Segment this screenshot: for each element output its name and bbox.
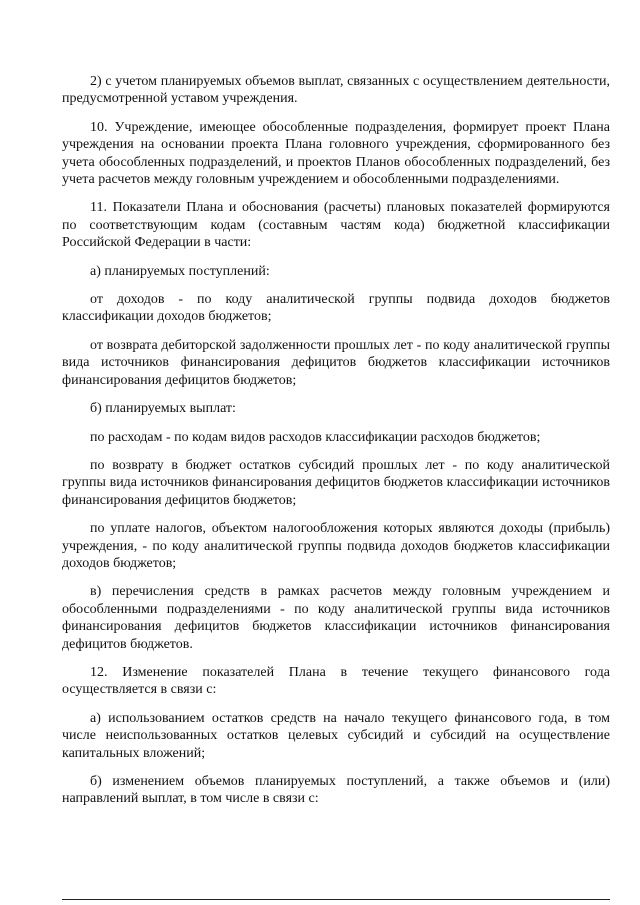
paragraph-9: по возврату в бюджет остатков субсидий прошлых лет - по коду аналитической группы вида источников финансирования дефицитов бюджетов классификации источников финансирования дефицитов бюджетов; xyxy=(62,457,610,508)
paragraph-5: от доходов - по коду аналитической группы подвида доходов бюджетов классификации доходов бюджетов; xyxy=(62,292,610,325)
paragraph-14: б) изменением объемов планируемых поступлений, а также объемов и (или) направлений выплат, в том числе в связи с: xyxy=(62,774,610,807)
paragraph-4: а) планируемых поступлений: xyxy=(90,263,270,279)
paragraph-10: по уплате налогов, объектом налогообложения которых являются доходы (прибыль) учреждения, - по коду аналитической группы подвида доходов бюджетов классификации доходов бюджетов; xyxy=(62,521,610,571)
paragraph-7: б) планируемых выплат: xyxy=(90,401,236,417)
paragraph-6: от возврата дебиторской задолженности прошлых лет - по коду аналитической группы вида источников финансирования дефицитов бюджетов классификации источников финансирования дефицитов бюджетов; xyxy=(62,337,610,388)
paragraph-13: а) использованием остатков средств на начало текущего финансового года, в том числе неиспользованных остатков целевых субсидий и субсидий на осуществление капитальных вложений; xyxy=(62,710,610,761)
footer-divider xyxy=(62,899,610,900)
paragraph-11: в) перечисления средств в рамках расчетов между головным учреждением и обособленными подразделениями - по коду аналитической группы вида источников финансирования дефицитов бюджетов классификации источников финансирования дефицитов бюджетов. xyxy=(62,584,610,652)
paragraph-2: 10. Учреждение, имеющее обособленные подразделения, формирует проект Плана учреждения на основании проекта Плана головного учреждения, сформированного без учета обособленных подразделений, и проектов Планов обособленных подразделений, без учета расчетов между головным учреждением и обособленными подразделениями. xyxy=(62,119,610,188)
paragraph-1: 2) с учетом планируемых объемов выплат, связанных с осуществлением деятельности, предусмотренной уставом учреждения. xyxy=(62,74,610,107)
paragraph-8: по расходам - по кодам видов расходов классификации расходов бюджетов; xyxy=(90,429,541,445)
paragraph-3: 11. Показатели Плана и обоснования (расчеты) плановых показателей формируются по соответствующим кодам (составным частям кода) бюджетной классификации Российской Федерации в части: xyxy=(62,200,610,251)
document-page xyxy=(62,73,610,819)
paragraph-12: 12. Изменение показателей Плана в течение текущего финансового года осуществляется в связи с: xyxy=(62,664,610,698)
